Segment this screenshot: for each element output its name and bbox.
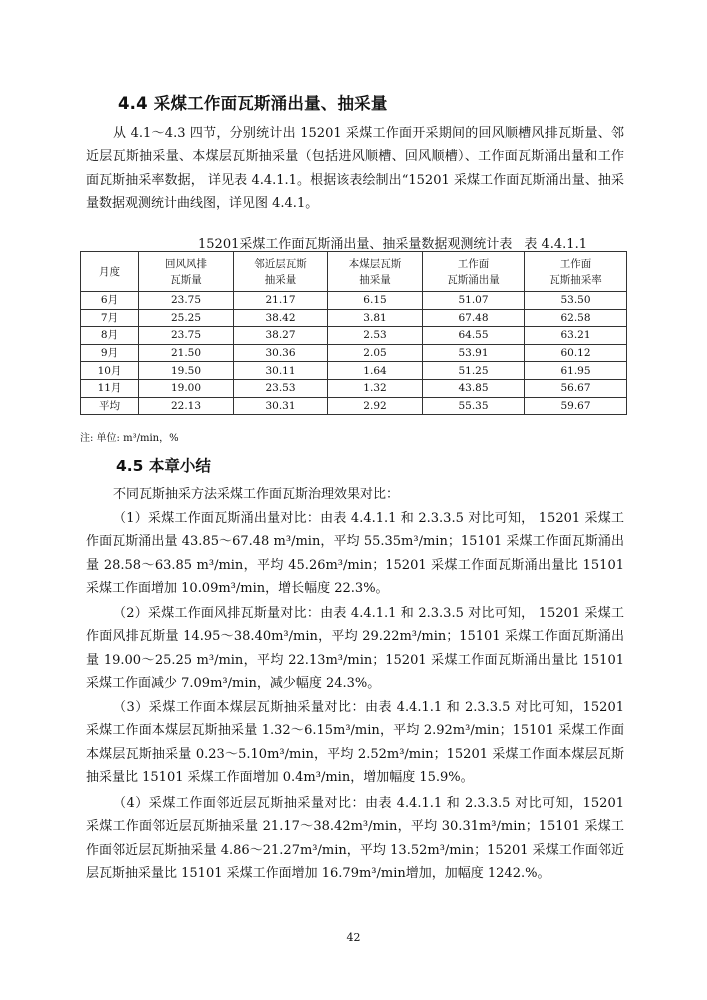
table-cell: 51.07 bbox=[423, 292, 525, 310]
summary-item-3: （3）采煤工作面本煤层瓦斯抽采量对比：由表 4.4.1.1 和 2.3.3.5 对比可知，15201 采煤工作面本煤层瓦斯抽采量 1.32～6.15m³/min，平均 2.92m³/min；15101 采煤工作面本煤层瓦斯抽采量 0.23～5.10m³/min，平均 2.52m³/min；15201 采煤工作面本煤层瓦斯抽采量比 15101 采煤工作面增加 0.4m³/min，增加幅度 15.9%。 bbox=[86, 700, 624, 785]
table-header-cell: 邻近层瓦斯 抽采量 bbox=[234, 252, 328, 292]
summary-intro: 不同瓦斯抽采方法采煤工作面瓦斯治理效果对比： bbox=[113, 487, 400, 502]
table-unit-note: 注: 单位: m³/min，% bbox=[80, 433, 179, 444]
table-cell: 51.25 bbox=[423, 362, 525, 380]
table-cell: 6.15 bbox=[328, 292, 423, 310]
table-number: 表 4.4.1.1 bbox=[524, 237, 587, 252]
table-cell: 3.81 bbox=[328, 309, 423, 327]
table-cell: 22.13 bbox=[139, 397, 234, 415]
table-header-cell: 月度 bbox=[81, 252, 139, 292]
table-caption bbox=[198, 233, 587, 252]
table-header-cell: 工作面 瓦斯涌出量 bbox=[423, 252, 525, 292]
section-heading-4-5: 4.5 本章小结 bbox=[116, 457, 211, 475]
table-cell: 30.11 bbox=[234, 362, 328, 380]
table-cell: 23.53 bbox=[234, 379, 328, 397]
table-cell: 7月 bbox=[81, 309, 139, 327]
table-cell: 21.17 bbox=[234, 292, 328, 310]
table-cell: 19.00 bbox=[139, 379, 234, 397]
gas-data-table bbox=[80, 251, 627, 415]
page-number: 42 bbox=[346, 931, 361, 944]
table-cell: 64.55 bbox=[423, 327, 525, 345]
summary-item-1: （1）采煤工作面瓦斯涌出量对比：由表 4.4.1.1 和 2.3.3.5 对比可知， 15201 采煤工作面瓦斯涌出量 43.85～67.48 m³/min，平均 55.35m³/min；15101 采煤工作面瓦斯涌出量 28.58～63.85 m³/min，平均 45.26m³/min；15201 采煤工作面瓦斯涌出量比 15101 采煤工作面增加 10.09m³/min，增长幅度 22.3%。 bbox=[86, 511, 624, 596]
table-cell: 67.48 bbox=[423, 309, 525, 327]
table-cell: 53.91 bbox=[423, 344, 525, 362]
table-row bbox=[81, 292, 627, 310]
table-cell: 43.85 bbox=[423, 379, 525, 397]
table-header-cell: 回风风排 瓦斯量 bbox=[139, 252, 234, 292]
table-cell: 38.42 bbox=[234, 309, 328, 327]
table-caption-title: 15201采煤工作面瓦斯涌出量、抽采量数据观测统计表 bbox=[198, 237, 513, 252]
table-cell: 8月 bbox=[81, 327, 139, 345]
table-cell: 2.05 bbox=[328, 344, 423, 362]
summary-item-2: （2）采煤工作面风排瓦斯量对比：由表 4.4.1.1 和 2.3.3.5 对比可知， 15201 采煤工作面风排瓦斯量 14.95～38.40m³/min，平均 29.22m³/min；15101 采煤工作面瓦斯涌出量 19.00～25.25 m³/min，平均 22.13m³/min；15201 采煤工作面瓦斯涌出量比 15101 采煤工作面减少 7.09m³/min，减少幅度 24.3%。 bbox=[86, 606, 624, 691]
table-cell: 9月 bbox=[81, 344, 139, 362]
table-header-cell: 本煤层瓦斯 抽采量 bbox=[328, 252, 423, 292]
table-header-row bbox=[81, 252, 627, 292]
table-row bbox=[81, 344, 627, 362]
table-cell: 19.50 bbox=[139, 362, 234, 380]
table-cell: 30.31 bbox=[234, 397, 328, 415]
table-cell: 59.67 bbox=[525, 397, 627, 415]
table-cell: 56.67 bbox=[525, 379, 627, 397]
table-cell: 2.53 bbox=[328, 327, 423, 345]
table-cell: 1.32 bbox=[328, 379, 423, 397]
table-cell: 2.92 bbox=[328, 397, 423, 415]
table-row bbox=[81, 379, 627, 397]
table-cell: 21.50 bbox=[139, 344, 234, 362]
table-cell: 平均 bbox=[81, 397, 139, 415]
table-cell: 23.75 bbox=[139, 292, 234, 310]
table-cell: 25.25 bbox=[139, 309, 234, 327]
table-cell: 6月 bbox=[81, 292, 139, 310]
table-cell: 60.12 bbox=[525, 344, 627, 362]
table-row-average bbox=[81, 397, 627, 415]
table-row bbox=[81, 362, 627, 380]
table-cell: 53.50 bbox=[525, 292, 627, 310]
table-cell: 63.21 bbox=[525, 327, 627, 345]
table-row bbox=[81, 309, 627, 327]
table-cell: 62.58 bbox=[525, 309, 627, 327]
table-cell: 23.75 bbox=[139, 327, 234, 345]
table-cell: 30.36 bbox=[234, 344, 328, 362]
section-4-4-paragraph: 从 4.1～4.3 四节，分别统计出 15201 采煤工作面开采期间的回风顺槽风排瓦斯量、邻近层瓦斯抽采量、本煤层瓦斯抽采量（包括进风顺槽、回风顺槽）、工作面瓦斯涌出量和工作面瓦斯抽采率数据， 详见表 4.4.1.1。根据该表绘制出“15201 采煤工作面瓦斯涌出量、抽采量数据观测统计曲线图，详见图 4.4.1。 bbox=[86, 126, 624, 211]
table-cell: 55.35 bbox=[423, 397, 525, 415]
table-cell: 10月 bbox=[81, 362, 139, 380]
table-cell: 61.95 bbox=[525, 362, 627, 380]
table-cell: 38.27 bbox=[234, 327, 328, 345]
section-heading-4-4: 4.4 采煤工作面瓦斯涌出量、抽采量 bbox=[118, 94, 388, 113]
table-cell: 11月 bbox=[81, 379, 139, 397]
table-cell: 1.64 bbox=[328, 362, 423, 380]
summary-item-4: （4）采煤工作面邻近层瓦斯抽采量对比：由表 4.4.1.1 和 2.3.3.5 对比可知，15201 采煤工作面邻近层瓦斯抽采量 21.17～38.42m³/min，平均 30.31m³/min；15101 采煤工作面邻近层瓦斯抽采量 4.86～21.27m³/min，平均 13.52m³/min；15201 采煤工作面邻近层瓦斯抽采量比 15101 采煤工作面增加 16.79m³/min增加，加幅度 1242.%。 bbox=[86, 796, 624, 881]
table-header-cell: 工作面 瓦斯抽采率 bbox=[525, 252, 627, 292]
table-row bbox=[81, 327, 627, 345]
